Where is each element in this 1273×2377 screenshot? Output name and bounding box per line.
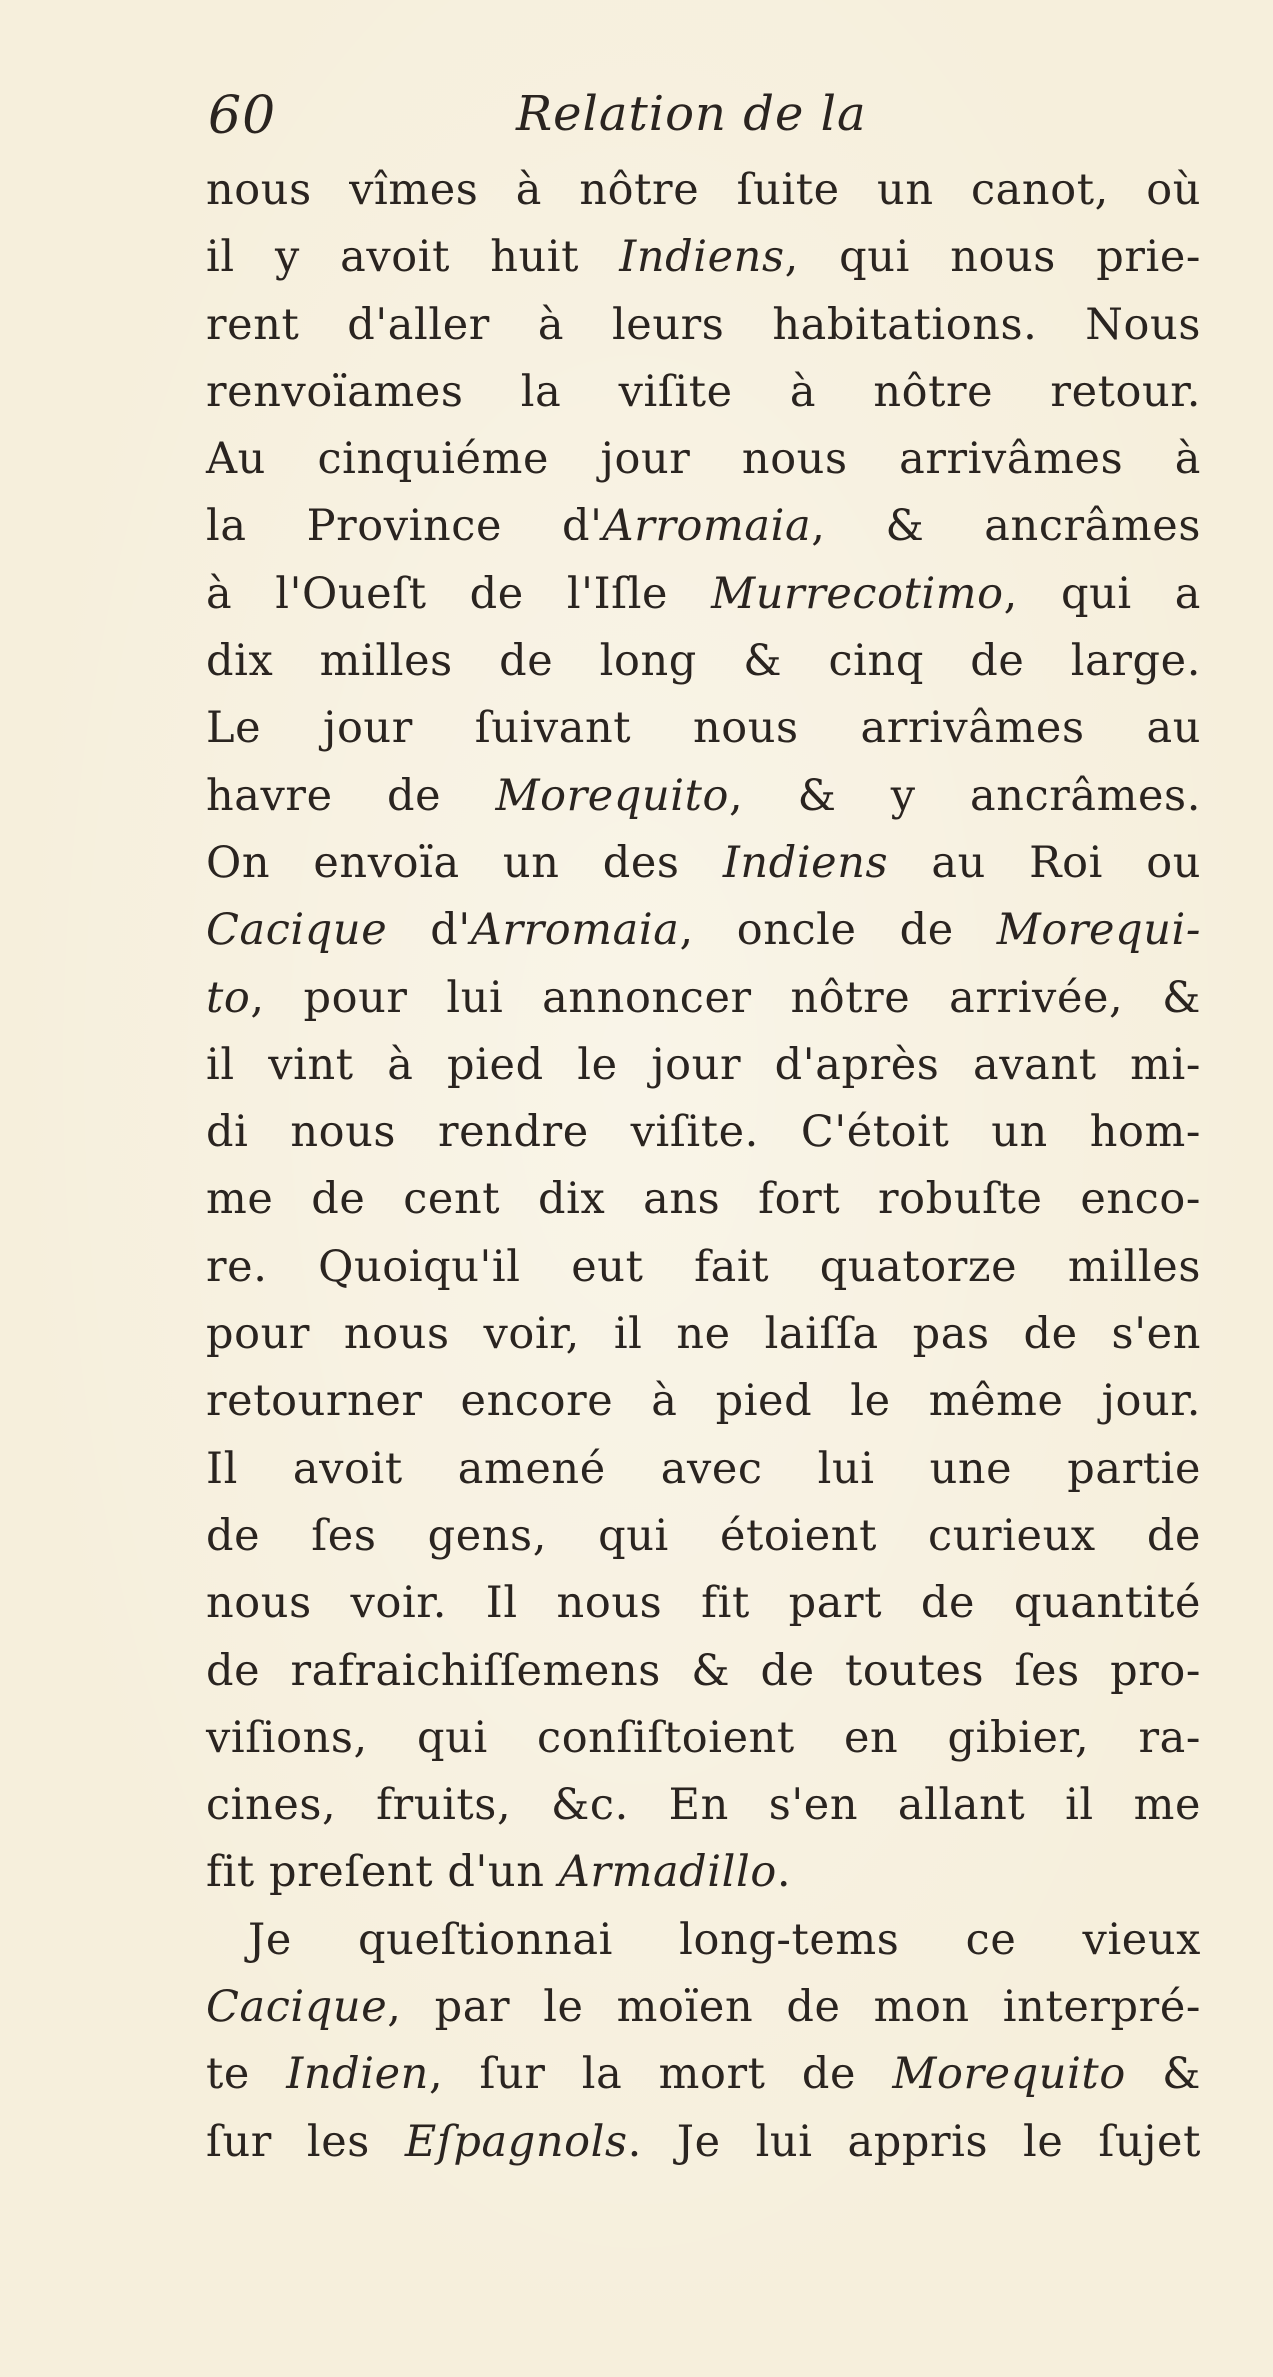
- italic-text: Murrecotimo: [711, 568, 1004, 619]
- text-line: [206, 897, 1201, 964]
- text-span: ſur les: [206, 2116, 405, 2167]
- text-span: On envoïa un des: [206, 837, 723, 888]
- italic-text: Arromaia: [470, 905, 680, 956]
- italic-text: Morequito: [495, 770, 729, 821]
- text-line: [206, 763, 1201, 830]
- italic-text: Indiens: [722, 837, 889, 888]
- text-line: [206, 1772, 1201, 1839]
- running-title: Relation de la: [516, 86, 867, 142]
- text-span: re. Quoiqu'il eut fait quatorze milles: [206, 1241, 1201, 1292]
- text-line: [206, 2109, 1201, 2176]
- text-line: [206, 695, 1201, 762]
- text-line: [206, 1974, 1201, 2041]
- text-span: te: [206, 2049, 287, 2100]
- text-span: di nous rendre viſite. C'étoit un hom-: [206, 1107, 1201, 1158]
- text-span: la Province d': [206, 501, 603, 552]
- text-span: me de cent dix ans fort robuſte enco-: [206, 1174, 1201, 1225]
- text-span: nous voir. Il nous fit part de quantité: [206, 1578, 1201, 1629]
- text-line: [206, 1705, 1201, 1772]
- text-span: .: [776, 1847, 792, 1898]
- italic-text: Arromaia: [602, 501, 812, 552]
- text-span: nous vîmes à nôtre ſuite un canot, où: [206, 165, 1201, 215]
- page-header: [208, 86, 1198, 156]
- text-span: rent d'aller à leurs habitations. Nous: [206, 299, 1201, 350]
- text-line: [206, 157, 1201, 224]
- text-span: , & y ancrâmes.: [728, 770, 1201, 821]
- text-line: [206, 1234, 1201, 1301]
- text-line: [206, 1638, 1201, 1705]
- text-line: [206, 561, 1201, 628]
- text-span: , & ancrâmes: [811, 501, 1201, 552]
- text-span: Au cinquiéme jour nous arrivâmes à: [206, 434, 1201, 485]
- text-line: [206, 1368, 1201, 1435]
- text-line: [206, 1032, 1201, 1099]
- text-line: [206, 1503, 1201, 1570]
- text-line: [206, 1166, 1201, 1233]
- text-span: , qui nous prie-: [784, 232, 1202, 283]
- text-line: [206, 292, 1201, 359]
- text-span: à l'Oueſt de l'Iſle: [206, 568, 712, 619]
- page-number: 60: [208, 86, 277, 146]
- text-span: cines, fruits, &c. En s'en allant il me: [206, 1780, 1201, 1831]
- text-line: [206, 628, 1201, 695]
- text-line: [206, 1099, 1201, 1166]
- text-span: Le jour ſuivant nous arrivâmes au: [206, 703, 1201, 754]
- text-line: [206, 359, 1201, 426]
- text-line: [206, 1301, 1201, 1368]
- text-line: [206, 426, 1201, 493]
- italic-text: Cacique: [206, 905, 388, 956]
- text-span: d': [387, 905, 471, 956]
- text-line: [206, 965, 1201, 1032]
- text-span: Il avoit amené avec lui une partie: [206, 1443, 1201, 1494]
- body-text: [206, 157, 1201, 2176]
- text-span: retourner encore à pied le même jour.: [206, 1376, 1201, 1427]
- text-span: havre de: [206, 770, 496, 821]
- text-line: [206, 1436, 1201, 1503]
- text-span: , par le moïen de mon interpré-: [387, 1982, 1201, 2033]
- text-span: Je queſtionnai long-tems ce vieux: [248, 1914, 1201, 1965]
- italic-text: Morequi-: [996, 905, 1201, 956]
- text-line: [206, 1570, 1201, 1637]
- text-span: . Je lui appris le ſujet: [627, 2116, 1201, 2167]
- text-line: [206, 2041, 1201, 2108]
- text-line: [206, 1907, 1201, 1974]
- text-line: [206, 224, 1201, 291]
- text-span: pour nous voir, il ne laiſſa pas de s'en: [206, 1309, 1201, 1360]
- text-span: il y avoit huit: [206, 232, 620, 283]
- text-span: il vint à pied le jour d'après avant mi-: [206, 1039, 1201, 1090]
- text-span: , pour lui annoncer nôtre arrivée, &: [250, 972, 1201, 1023]
- text-span: , qui a: [1003, 568, 1201, 619]
- text-span: dix milles de long & cinq de large.: [206, 636, 1201, 687]
- text-span: , ſur la mort de: [428, 2049, 893, 2100]
- text-line: [206, 1839, 1201, 1906]
- text-line: [206, 493, 1201, 560]
- italic-text: Indiens: [619, 232, 785, 283]
- text-span: de ſes gens, qui étoient curieux de: [206, 1510, 1201, 1561]
- text-span: au Roi ou: [888, 837, 1202, 888]
- text-span: renvoïames la viſite à nôtre retour.: [206, 366, 1201, 417]
- italic-text: Armadillo: [558, 1847, 777, 1898]
- italic-text: Indien: [286, 2049, 429, 2100]
- italic-text: to: [206, 972, 251, 1023]
- text-span: viſions, qui conſiſtoient en gibier, ra-: [206, 1712, 1201, 1763]
- text-line: [206, 830, 1201, 897]
- text-span: fit preſent d'un: [206, 1847, 559, 1898]
- italic-text: Morequito: [892, 2049, 1126, 2100]
- text-span: de rafraichiſſemens & de toutes ſes pro-: [206, 1645, 1201, 1696]
- italic-text: Eſpagnols: [404, 2116, 628, 2167]
- text-span: , oncle de: [679, 905, 997, 956]
- text-span: &: [1125, 2049, 1201, 2100]
- italic-text: Cacique: [206, 1982, 388, 2033]
